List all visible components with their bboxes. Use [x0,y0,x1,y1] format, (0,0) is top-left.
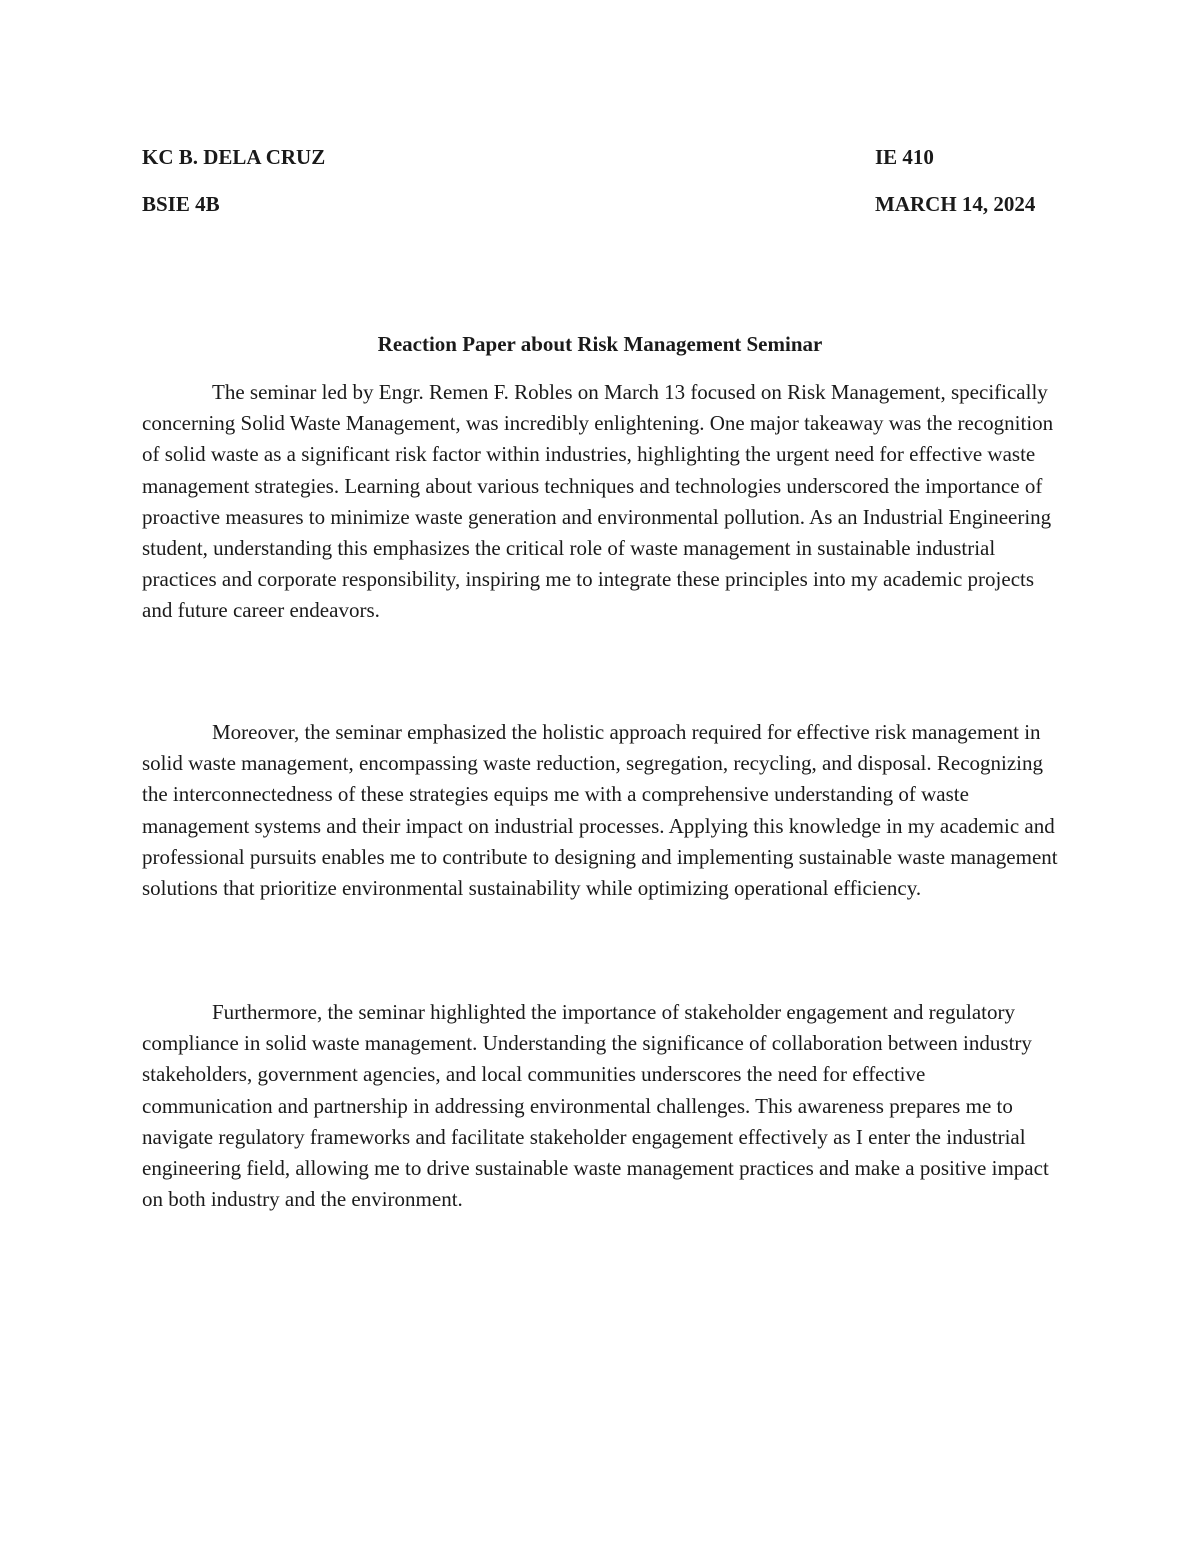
paragraph-1: The seminar led by Engr. Remen F. Robles on March 13 focused on Risk Management, specifically concerning Solid Waste Management, was incredibly enlightening. One major takeaway was the recognition of solid waste as a significant risk factor within industries, highlighting the urgent need for effective waste management strategies. Learning about various techniques and technologies underscored the importance of proactive measures to minimize waste generation and environmental pollution. As an Industrial Engineering student, understanding this emphasizes the critical role of waste management in sustainable industrial practices and corporate responsibility, inspiring me to integrate these principles into my academic projects and future career endeavors. [142,380,1054,623]
student-section: BSIE 4B [142,192,220,216]
paragraph-2: Moreover, the seminar emphasized the holistic approach required for effective risk management in solid waste management, encompassing waste reduction, segregation, recycling, and disposal. Recognizing the interconnectedness of these strategies equips me with a comprehensive understanding of waste management systems and their impact on industrial processes. Applying this knowledge in my academic and professional pursuits enables me to contribute to designing and implementing sustainable waste management solutions that prioritize environmental sustainability while optimizing operational efficiency. [142,720,1058,901]
student-name: KC B. DELA CRUZ [142,145,326,169]
document-title: Reaction Paper about Risk Management Seminar [377,332,823,356]
document-date: MARCH 14, 2024 [875,192,1036,216]
course-code: IE 410 [875,145,934,169]
paragraph-3: Furthermore, the seminar highlighted the importance of stakeholder engagement and regulatory compliance in solid waste management. Understanding the significance of collaboration between industry stakeholders, government agencies, and local communities underscores the need for effective communication and partnership in addressing environmental challenges. This awareness prepares me to navigate regulatory frameworks and facilitate stakeholder engagement effectively as I enter the industrial engineering field, allowing me to drive sustainable waste management practices and make a positive impact on both industry and the environment. [142,1000,1049,1212]
